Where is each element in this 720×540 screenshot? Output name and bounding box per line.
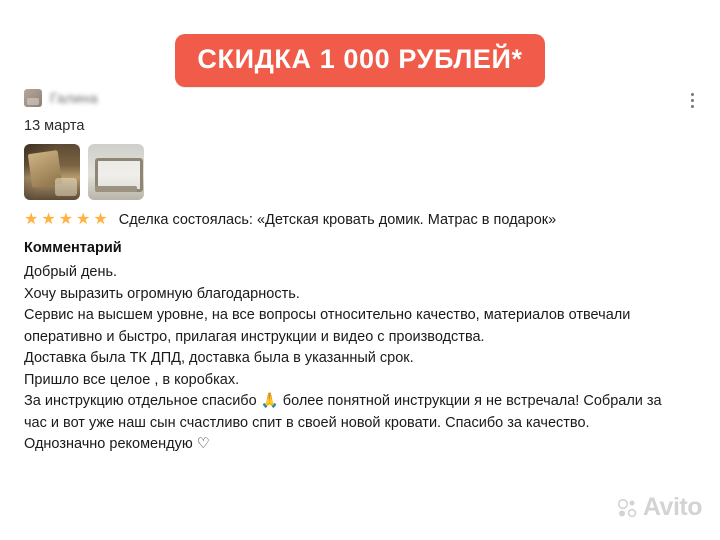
star-icon: ★ xyxy=(41,211,57,228)
review-photo-thumbnail[interactable] xyxy=(24,144,80,200)
star-icon: ★ xyxy=(76,211,92,228)
avito-watermark-text: Avito xyxy=(642,493,702,521)
comment-line: оперативно и быстро, прилагая инструкции и видео с производства. xyxy=(24,328,485,345)
promo-badge-label: СКИДКА 1 000 РУБЛЕЙ* xyxy=(175,34,544,87)
review-rating-row xyxy=(24,212,696,228)
deal-status-text: Сделка состоялась: «Детская кровать домик. Матрас в подарок» xyxy=(118,212,557,228)
rating-stars xyxy=(24,212,109,228)
avito-logo-icon xyxy=(616,497,638,519)
review-photos xyxy=(24,144,696,200)
comment-line: час и вот уже наш сын счастливо спит в своей новой кровати. Спасибо за качество. xyxy=(24,414,590,431)
star-icon: ★ xyxy=(24,211,40,228)
review-photo-thumbnail[interactable] xyxy=(88,144,144,200)
comment-body xyxy=(24,262,676,456)
review-date: 13 марта xyxy=(24,118,85,134)
avatar xyxy=(24,89,42,107)
comment-line: Доставка была ТК ДПД, доставка была в указанный срок. xyxy=(24,350,414,366)
comment-line: За инструкцию отдельное спасибо 🙏 более понятной инструкции я не встречала! Собрали за xyxy=(24,393,662,409)
comment-line: Пришло все целое , в коробках. xyxy=(24,371,240,388)
avito-watermark xyxy=(616,493,702,522)
review-author-row xyxy=(24,86,696,110)
promo-banner xyxy=(0,34,720,87)
comment-line: Однозначно рекомендую ♡ xyxy=(24,436,210,452)
comment-line: Сервис на высшем уровне, на все вопросы относительно качество, материалов отвечали xyxy=(24,307,631,323)
comment-line: Добрый день. xyxy=(24,264,118,280)
star-icon: ★ xyxy=(93,211,109,228)
review-block xyxy=(24,86,696,456)
comment-line: Хочу выразить огромную благодарность. xyxy=(24,285,300,302)
comment-label: Комментарий xyxy=(24,240,122,256)
review-author-name: Галина xyxy=(50,90,98,106)
star-icon: ★ xyxy=(58,211,75,228)
